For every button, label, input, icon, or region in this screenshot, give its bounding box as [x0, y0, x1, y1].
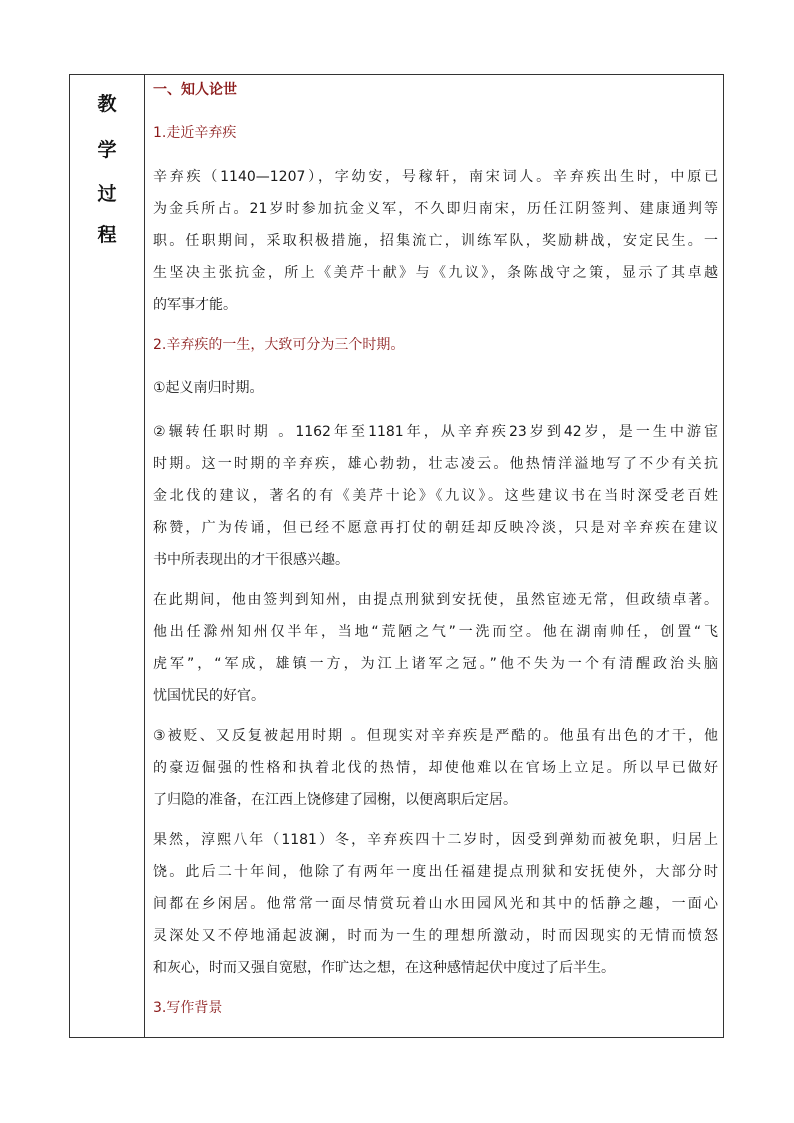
lesson-table [69, 74, 724, 1038]
text-line: 时期。这一时期的辛弃疾，雄心勃勃，壮志凌云。他热情洋溢地写了不少有关抗 [153, 456, 718, 472]
text-line: 了归隐的准备，在江西上饶修建了园榭，以便离职后定居。 [153, 792, 517, 808]
text-line: 果然，淳熙八年（1181）冬，辛弃疾四十二岁时，因受到弹劾而被免职，归居上 [153, 832, 718, 848]
text-line: 虎军”，“军成，雄镇一方，为江上诸军之冠。”他不失为一个有清醒政治头脑 [153, 656, 718, 672]
text-line: 书中所表现出的才干很感兴趣。 [153, 552, 349, 568]
text-line: 他出任滁州知州仅半年，当地“荒陋之气”一洗而空。他在湖南帅任，创置“飞 [153, 624, 718, 640]
text-line: 为金兵所占。21岁时参加抗金义军，不久即归南宋，历任江阴签判、建康通判等 [153, 201, 718, 217]
column-divider [144, 75, 145, 1037]
text-line: 和灰心，时而又强自宽慰，作旷达之想，在这种感情起伏中度过了后半生。 [153, 960, 615, 976]
text-line: ③被贬、又反复被起用时期 。但现实对辛弃疾是严酷的。他虽有出色的才干，他 [153, 728, 718, 744]
text-line: 在此期间，他由签判到知州，由提点刑狱到安抚使，虽然宦迹无常，但政绩卓著。 [153, 592, 718, 608]
list-item: ①起义南归时期。 [153, 380, 264, 396]
text-line: 饶。此后二十年间，他除了有两年一度出任福建提点刑狱和安抚使外，大部分时 [153, 864, 718, 880]
text-line: 辛弃疾（1140—1207），字幼安，号稼轩，南宋词人。辛弃疾出生时，中原已 [153, 169, 718, 185]
text-line: 的军事才能。 [153, 297, 237, 313]
text-line: 的豪迈倔强的性格和执着北伐的热情，却使他难以在官场上立足。所以早已做好 [153, 760, 718, 776]
text-line: 生坚决主张抗金，所上《美芹十献》与《九议》，条陈战守之策，显示了其卓越 [153, 265, 718, 281]
left-label-char: 教 [97, 93, 117, 115]
text-line: 职。任职期间，采取积极措施，招集流亡，训练军队，奖励耕战，安定民生。一 [153, 233, 718, 249]
left-label-char: 学 [97, 139, 117, 161]
left-label-char: 程 [97, 224, 117, 246]
subsection-title: 3.写作背景 [153, 1000, 223, 1016]
text-line: ②辗转任职时期 。1162年至1181年，从辛弃疾23岁到42岁，是一生中游宦 [153, 424, 718, 440]
subsection-title: 2.辛弃疾的一生，大致可分为三个时期。 [153, 337, 405, 353]
left-label-char: 过 [97, 183, 117, 205]
text-line: 忧国忧民的好官。 [153, 688, 265, 704]
subsection-title: 1.走近辛弃疾 [153, 125, 237, 141]
text-line: 间都在乡闲居。他常常一面尽情赏玩着山水田园风光和其中的恬静之趣，一面心 [153, 896, 718, 912]
text-line: 灵深处又不停地涌起波澜，时而为一生的理想所激动，时而因现实的无情而愤怒 [153, 928, 718, 944]
text-line: 金北伐的建议，著名的有《美芹十论》《九议》。这些建议书在当时深受老百姓 [153, 488, 718, 504]
text-line: 称赞，广为传诵，但已经不愿意再打仗的朝廷却反映冷淡，只是对辛弃疾在建议 [153, 520, 718, 536]
section-heading: 一、知人论世 [153, 82, 237, 98]
